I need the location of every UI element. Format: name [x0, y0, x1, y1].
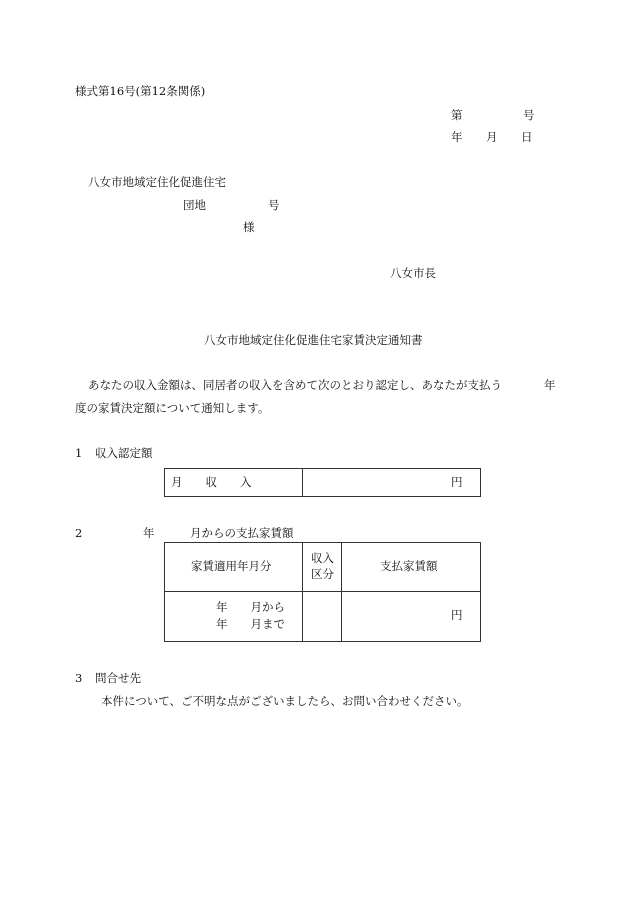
income-label: 月 収 入	[171, 475, 252, 489]
rent-table-col-income-class-1: 収入	[311, 551, 334, 565]
rent-table-divider-2	[341, 543, 342, 641]
income-table	[164, 468, 481, 497]
date-year: 年	[451, 130, 463, 144]
section3-number: 3	[75, 671, 83, 685]
rent-table-divider-1	[302, 543, 303, 641]
body-line-1-year: 年	[544, 378, 556, 392]
body-line-2: 度の家賃決定額について通知します。	[75, 401, 270, 415]
section2-heading: 月からの支払家賃額	[190, 526, 294, 540]
income-table-divider	[302, 469, 303, 496]
section1-heading: 収入認定額	[95, 446, 153, 460]
page-title: 八女市地域定住化促進住宅家賃決定通知書	[204, 333, 423, 347]
date-month: 月	[486, 130, 498, 144]
section2-year: 年	[143, 526, 155, 540]
section3-heading: 問合せ先	[95, 671, 141, 685]
sender: 八女市長	[390, 266, 436, 280]
rent-table	[164, 542, 481, 642]
doc-number-prefix: 第	[451, 108, 463, 122]
addressee-complex: 団地	[183, 198, 206, 212]
date-day: 日	[521, 130, 533, 144]
rent-period-from: 年 月から	[216, 600, 285, 614]
rent-period-to: 年 月まで	[216, 617, 285, 631]
form-number: 様式第16号(第12条関係)	[75, 84, 206, 98]
rent-table-col-amount: 支払家賃額	[380, 559, 438, 573]
addressee-housing-name: 八女市地域定住化促進住宅	[88, 175, 226, 189]
rent-table-col-period: 家賃適用年月分	[191, 559, 272, 573]
addressee-honorific: 様	[243, 220, 255, 234]
section1-number: 1	[75, 446, 83, 460]
section3-text: 本件について、ご不明な点がございましたら、お問い合わせください。	[101, 694, 469, 708]
section2-number: 2	[75, 526, 83, 540]
income-unit: 円	[451, 475, 463, 489]
rent-table-header-line	[165, 591, 480, 592]
rent-table-col-income-class-2: 区分	[311, 567, 334, 581]
rent-amount-unit: 円	[451, 608, 463, 622]
doc-number-suffix: 号	[523, 108, 535, 122]
addressee-unit-suffix: 号	[268, 198, 280, 212]
body-line-1: あなたの収入金額は、同居者の収入を含めて次のとおり認定し、あなたが支払う	[88, 378, 502, 392]
